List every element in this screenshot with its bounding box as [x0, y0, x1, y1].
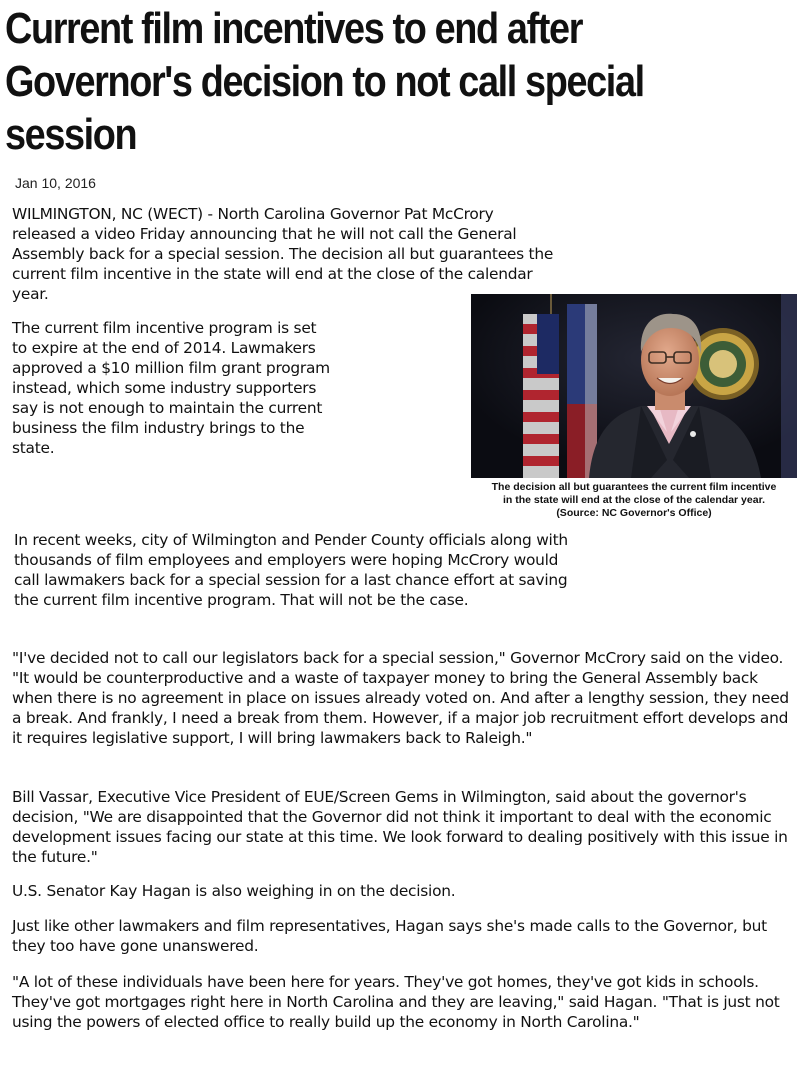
- caption-line-2: in the state will end at the close of the calendar year.: [503, 494, 765, 506]
- paragraph-8: "A lot of these individuals have been here for years. They've got homes, they've got kids in schools. They've got mortgages right here in North Carolina and they are leaving," said Hagan. "That is just not using the powers of elected office to really build up the economy in North Carolina.": [12, 973, 780, 1031]
- governor-photo: [471, 294, 797, 478]
- headline: Current film incentives to end after Governor's decision to not call special session: [5, 4, 644, 159]
- paragraph-4: "I've decided not to call our legislators back for a special session," Governor McCrory said on the video. "It would be counterproductive and a waste of taxpayer money to bring the General Assembly back when there is no agreement in place on issues already voted on. And after a lengthy session, they need a break. And frankly, I need a break from them. However, if a major job recruitment effort develops and it requires legislative support, I will bring lawmakers back to Raleigh.": [12, 649, 789, 747]
- paragraph-7: Just like other lawmakers and film representatives, Hagan says she's made calls to the Governor, but they too have gone unanswered.: [12, 917, 767, 955]
- caption-line-1: The decision all but guarantees the current film incentive: [491, 481, 777, 493]
- paragraph-2: The current film incentive program is set to expire at the end of 2014. Lawmakers approved a $10 million film grant program instead, which some industry supporters say is not enough to maintain the current business the film industry brings to the state.: [12, 319, 330, 457]
- paragraph-3: In recent weeks, city of Wilmington and Pender County officials along with thousands of film employees and employers were hoping McCrory would call lawmakers back for a special session for a last chance effort at saving the current film incentive program. That will not be the case.: [14, 531, 568, 609]
- paragraph-6: U.S. Senator Kay Hagan is also weighing in on the decision.: [12, 882, 456, 900]
- caption-source: (Source: NC Governor's Office): [556, 507, 712, 519]
- photo-caption: [471, 481, 797, 520]
- paragraph-5: Bill Vassar, Executive Vice President of EUE/Screen Gems in Wilmington, said about the governor's decision, "We are disappointed that the Governor did not think it important to deal with the economic development issues facing our state at this time. We look forward to dealing positively with this issue in the future.": [12, 788, 788, 866]
- governor-photo-illustration: [471, 294, 797, 478]
- paragraph-1: WILMINGTON, NC (WECT) - North Carolina Governor Pat McCrory released a video Friday announcing that he will not call the General Assembly back for a special session. The decision all but guarantees the current film incentive in the state will end at the close of the calendar year.: [12, 205, 554, 303]
- publish-date: Jan 10, 2016: [15, 175, 96, 191]
- nc-flag: [567, 304, 597, 478]
- article-figure: [471, 294, 797, 520]
- us-flag: [523, 314, 559, 478]
